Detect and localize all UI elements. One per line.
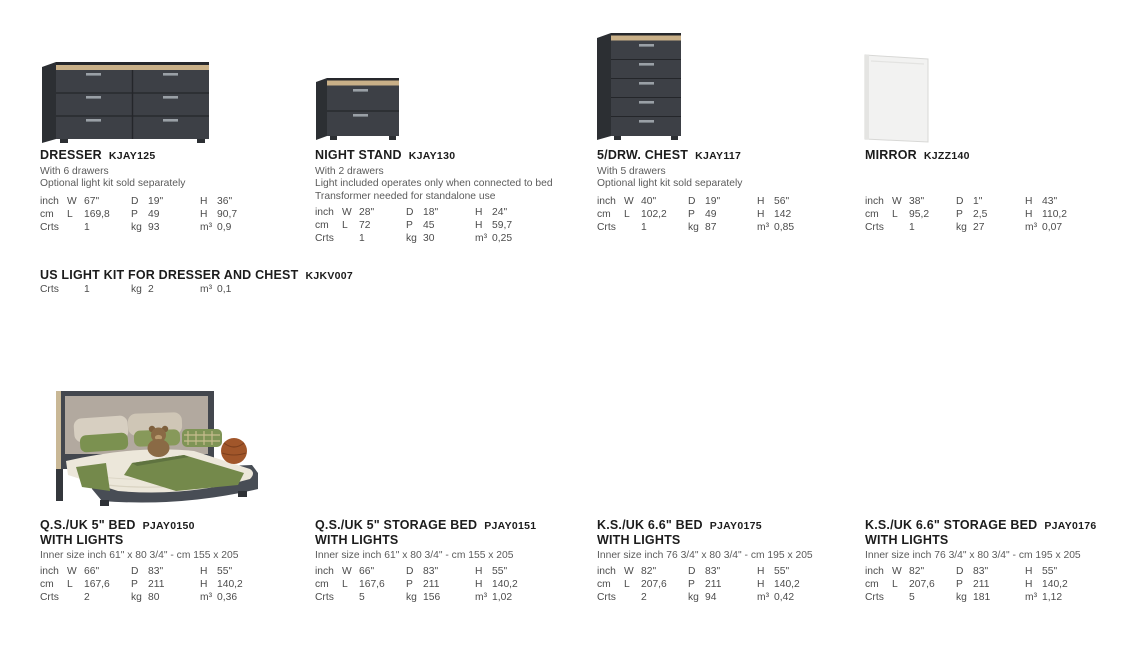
product-card-dresser — [40, 148, 308, 234]
product-subtitle: WITH LIGHTS — [40, 533, 124, 547]
spec-cell: 1 — [359, 232, 365, 244]
spec-row — [865, 196, 1133, 209]
product-code: PJAY0151 — [484, 520, 537, 532]
unit-label: inch — [40, 566, 59, 577]
spec-cell: kg 2 — [131, 284, 154, 295]
product-name: DRESSER — [40, 148, 102, 162]
spec-cell: D 18" — [406, 207, 439, 219]
spec-cell: H 43" — [1025, 196, 1058, 207]
spec-cell: L 167,6 — [342, 578, 385, 590]
unit-label: cm — [597, 208, 611, 220]
spec-table — [597, 566, 865, 604]
spec-cell: 5 — [909, 591, 915, 603]
spec-cell: W 28" — [342, 207, 375, 219]
unit-label: inch — [315, 207, 334, 219]
product-title — [315, 148, 583, 163]
spec-cell: P 211 — [956, 578, 990, 590]
description-line: With 2 drawers — [315, 166, 384, 177]
spec-cell: L 169,8 — [67, 208, 110, 220]
unit-label: Crts — [865, 221, 884, 233]
unit-label: Crts — [40, 221, 59, 233]
unit-label: cm — [315, 220, 329, 232]
product-title — [40, 518, 308, 533]
product-code: KJZZ140 — [923, 150, 970, 162]
description-line: Light included operates only when connected to bed — [315, 178, 553, 190]
spec-cell: L 167,6 — [67, 578, 110, 590]
spec-table — [40, 284, 580, 297]
spec-cell: kg 30 — [406, 232, 435, 244]
spec-row — [40, 209, 308, 222]
spec-row — [865, 579, 1133, 592]
spec-cell: m³ 0,36 — [200, 591, 238, 603]
spec-table — [865, 566, 1133, 604]
unit-label: Crts — [597, 221, 616, 233]
spec-row — [597, 566, 865, 579]
product-name: NIGHT STAND — [315, 148, 402, 162]
spec-row — [597, 579, 865, 592]
spec-table — [597, 196, 865, 234]
spec-row — [315, 207, 583, 220]
spec-cell: H 55" — [200, 566, 233, 577]
product-description — [865, 166, 1133, 192]
spec-cell: kg 93 — [131, 221, 160, 233]
spec-row — [315, 579, 583, 592]
spec-cell: D 19" — [688, 196, 721, 207]
spec-cell: P 49 — [131, 208, 160, 220]
spec-cell: kg 87 — [688, 221, 717, 233]
spec-row — [315, 566, 583, 579]
spec-table — [40, 566, 308, 604]
spec-cell: 5 — [359, 591, 365, 603]
product-description — [40, 166, 308, 192]
spec-row — [597, 592, 865, 605]
inner-size: Inner size inch 76 3/4" x 80 3/4" - cm 195 x 205 — [865, 550, 1081, 561]
product-title — [315, 518, 583, 533]
spec-cell: kg 156 — [406, 591, 441, 603]
spec-row — [315, 233, 583, 246]
unit-label: inch — [865, 196, 884, 207]
spec-cell: H 142 — [757, 208, 792, 220]
spec-row — [865, 222, 1133, 235]
dresser-image — [38, 55, 214, 147]
product-name: Q.S./UK 5" STORAGE BED — [315, 518, 478, 532]
description-line: Optional light kit sold separately — [597, 178, 743, 190]
product-name: Q.S./UK 5" BED — [40, 518, 136, 532]
description-line: Transformer needed for standalone use — [315, 190, 496, 202]
product-title — [597, 148, 865, 163]
spec-cell: P 49 — [688, 208, 717, 220]
spec-cell: 1 — [84, 221, 90, 233]
product-code: KJAY130 — [408, 150, 456, 162]
product-name: K.S./UK 6.6" STORAGE BED — [865, 518, 1038, 532]
product-name: K.S./UK 6.6" BED — [597, 518, 703, 532]
spec-cell: W 82" — [892, 566, 925, 577]
spec-cell: H 56" — [757, 196, 790, 207]
product-description — [315, 166, 583, 203]
spec-cell: m³ 1,12 — [1025, 591, 1063, 603]
unit-label: cm — [865, 578, 879, 590]
spec-row — [597, 209, 865, 222]
product-title — [597, 518, 865, 533]
spec-cell: W 67" — [67, 196, 100, 207]
product-subtitle: WITH LIGHTS — [865, 533, 949, 547]
spec-cell: m³ 0,9 — [200, 221, 232, 233]
spec-cell: 1 — [84, 284, 90, 295]
spec-row — [597, 222, 865, 235]
product-card-chest — [597, 148, 865, 234]
spec-cell: H 140,2 — [475, 578, 518, 590]
product-name: US LIGHT KIT FOR DRESSER AND CHEST — [40, 268, 299, 282]
product-title — [40, 268, 580, 283]
spec-row — [40, 579, 308, 592]
product-code: PJAY0176 — [1044, 520, 1097, 532]
unit-label: inch — [865, 566, 884, 577]
inner-size: Inner size inch 76 3/4" x 80 3/4" - cm 195 x 205 — [597, 550, 813, 561]
spec-cell: m³ 0,07 — [1025, 221, 1063, 233]
description-line: With 6 drawers — [40, 166, 109, 177]
spec-cell: L 207,6 — [624, 578, 667, 590]
spec-cell: H 59,7 — [475, 220, 513, 232]
spec-cell: 1 — [641, 221, 647, 233]
spec-cell: D 19" — [131, 196, 164, 207]
spec-table — [40, 196, 308, 234]
spec-cell: H 90,7 — [200, 208, 238, 220]
product-code: KJKV007 — [305, 270, 354, 282]
product-subtitle: WITH LIGHTS — [315, 533, 399, 547]
nightstand-image — [313, 72, 405, 146]
unit-label: inch — [40, 196, 59, 207]
spec-cell: H 36" — [200, 196, 233, 207]
unit-label: Crts — [40, 591, 59, 603]
unit-label: Crts — [315, 232, 334, 244]
spec-cell: m³ 0,25 — [475, 232, 513, 244]
spec-cell: P 211 — [406, 578, 440, 590]
unit-label: Crts — [40, 284, 59, 295]
spec-cell: m³ 1,02 — [475, 591, 513, 603]
unit-label: Crts — [865, 591, 884, 603]
spec-cell: kg 27 — [956, 221, 985, 233]
unit-label: inch — [315, 566, 334, 577]
spec-cell: L 102,2 — [624, 208, 667, 220]
product-title — [40, 148, 308, 163]
description-line: Optional light kit sold separately — [40, 178, 186, 190]
spec-row — [40, 222, 308, 235]
spec-row — [40, 566, 308, 579]
spec-cell: L 207,6 — [892, 578, 935, 590]
spec-cell: H 140,2 — [757, 578, 800, 590]
spec-cell: D 83" — [131, 566, 164, 577]
spec-table — [865, 196, 1133, 234]
spec-cell: L 95,2 — [892, 208, 930, 220]
unit-label: cm — [40, 208, 54, 220]
unit-label: cm — [40, 578, 54, 590]
unit-label: cm — [315, 578, 329, 590]
spec-cell: P 211 — [688, 578, 722, 590]
spec-cell: 2 — [84, 591, 90, 603]
spec-cell: W 38" — [892, 196, 925, 207]
unit-label: inch — [597, 196, 616, 207]
product-code: KJAY117 — [695, 150, 742, 162]
spec-cell: W 82" — [624, 566, 657, 577]
spec-cell: kg 80 — [131, 591, 160, 603]
spec-cell: H 110,2 — [1025, 208, 1068, 220]
product-subtitle: WITH LIGHTS — [597, 533, 681, 547]
product-name: 5/DRW. CHEST — [597, 148, 689, 162]
unit-label: cm — [597, 578, 611, 590]
unit-label: Crts — [315, 591, 334, 603]
spec-row — [315, 592, 583, 605]
product-code: KJAY125 — [108, 150, 156, 162]
spec-row — [865, 592, 1133, 605]
spec-row — [315, 220, 583, 233]
unit-label: Crts — [597, 591, 616, 603]
spec-cell: D 1" — [956, 196, 983, 207]
spec-cell: kg 94 — [688, 591, 717, 603]
product-card-nightstand — [315, 148, 583, 246]
spec-cell: P 211 — [131, 578, 165, 590]
bed-image — [36, 387, 266, 513]
spec-cell: m³ 0,42 — [757, 591, 795, 603]
spec-table — [315, 207, 583, 245]
mirror-image — [858, 50, 936, 146]
bed-card-qs-bed — [40, 518, 308, 604]
unit-label: inch — [597, 566, 616, 577]
spec-cell: 2 — [641, 591, 647, 603]
spec-row — [597, 196, 865, 209]
product-title — [865, 518, 1133, 533]
inner-size: Inner size inch 61" x 80 3/4" - cm 155 x 205 — [40, 550, 239, 561]
spec-row — [40, 592, 308, 605]
spec-cell: H 140,2 — [200, 578, 243, 590]
spec-cell: W 40" — [624, 196, 657, 207]
bed-card-ks-bed — [597, 518, 865, 604]
spec-cell: D 83" — [688, 566, 721, 577]
product-description — [597, 166, 865, 192]
spec-cell: W 66" — [342, 566, 375, 577]
spec-cell: P 45 — [406, 220, 435, 232]
spec-table — [315, 566, 583, 604]
product-card-mirror — [865, 148, 1133, 234]
spec-cell: 1 — [909, 221, 915, 233]
description-line: With 5 drawers — [597, 166, 666, 177]
spec-row — [40, 196, 308, 209]
spec-cell: H 55" — [757, 566, 790, 577]
spec-row — [865, 209, 1133, 222]
spec-cell: m³ 0,1 — [200, 284, 232, 295]
spec-cell: L 72 — [342, 220, 371, 232]
bed-card-ks-storage-bed — [865, 518, 1133, 604]
spec-row — [865, 566, 1133, 579]
spec-cell: D 83" — [956, 566, 989, 577]
inner-size: Inner size inch 61" x 80 3/4" - cm 155 x 205 — [315, 550, 514, 561]
spec-cell: H 55" — [475, 566, 508, 577]
unit-label: cm — [865, 208, 879, 220]
bed-card-qs-storage-bed — [315, 518, 583, 604]
product-name: MIRROR — [865, 148, 917, 162]
spec-cell: H 24" — [475, 207, 508, 219]
light-kit-card — [40, 268, 580, 297]
spec-cell: H 55" — [1025, 566, 1058, 577]
spec-cell: W 66" — [67, 566, 100, 577]
bed-round-pouf — [221, 438, 247, 464]
product-code: PJAY0175 — [709, 520, 762, 532]
spec-row — [40, 284, 580, 297]
product-title — [865, 148, 1133, 163]
spec-cell: kg 181 — [956, 591, 991, 603]
spec-cell: P 2,5 — [956, 208, 988, 220]
spec-cell: H 140,2 — [1025, 578, 1068, 590]
spec-cell: D 83" — [406, 566, 439, 577]
product-code: PJAY0150 — [142, 520, 195, 532]
chest-image — [593, 28, 688, 146]
spec-cell: m³ 0,85 — [757, 221, 795, 233]
